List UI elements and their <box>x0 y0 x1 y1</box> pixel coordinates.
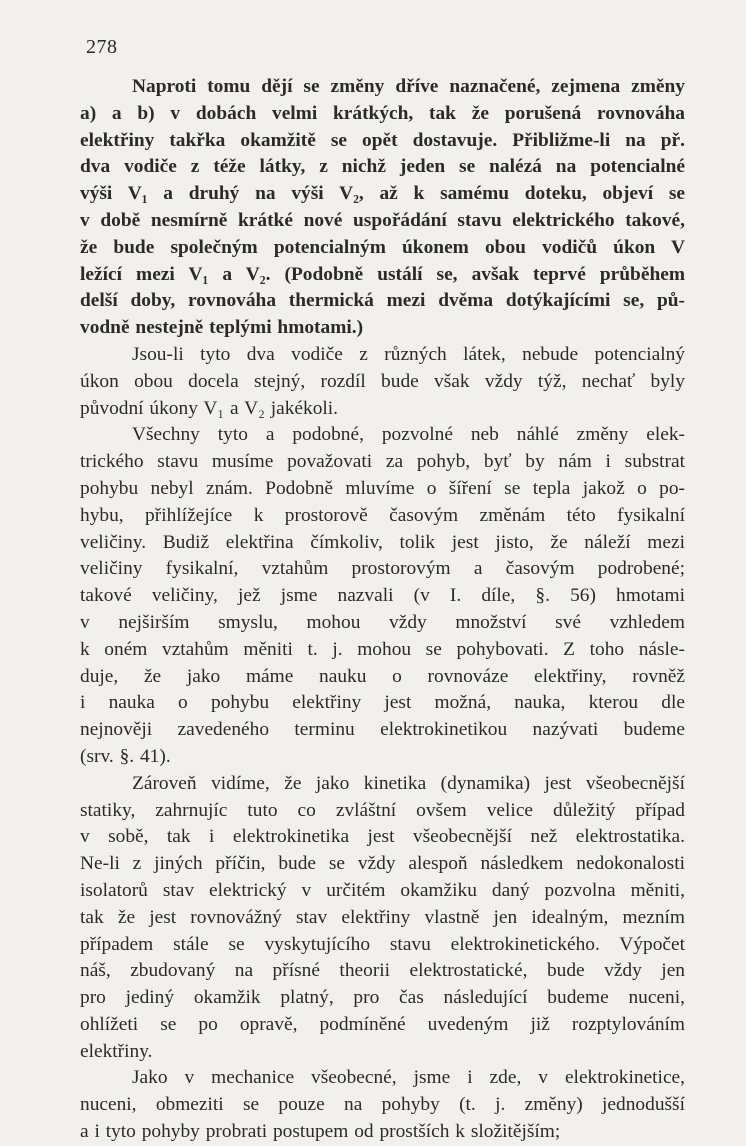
text-line: v nejširším smyslu, mohou vždy množství své vzhledem <box>80 611 685 633</box>
text-line: veličiny fysikalní, vztahům prostorovým a časovým podrobené; <box>80 558 685 580</box>
paragraph <box>80 342 685 422</box>
text-line: a i tyto pohyby probrati postupem od prostších k složitějším; <box>80 1121 561 1143</box>
text-line: elektřiny takřka okamžitě se opět dostavuje. Přibližme-li na př. <box>80 129 685 151</box>
text-line: původní úkony V₁ a V₂ jakékoli. <box>80 397 339 419</box>
paragraph <box>80 422 685 770</box>
text-line: delší doby, rovnováha thermická mezi dvěma dotýkajícími se, pů- <box>80 290 685 312</box>
text-line: pohybu nebyl znám. Podobně mluvíme o šíření se tepla jakož o po- <box>80 477 685 499</box>
text-line: isolatorů stav elektrický v určitém okamžiku daný pozvolna měniti, <box>80 879 685 901</box>
text-line: ohlížeti se po opravě, podmíněné uvedeným již rozptylováním <box>80 1013 685 1035</box>
paragraph <box>80 74 685 342</box>
text-line: i nauka o pohybu elektřiny jest možná, nauka, kterou dle <box>80 692 685 714</box>
text-line: duje, že jako máme nauku o rovnováze elektřiny, rovněž <box>80 665 685 687</box>
text-line: hybu, přihlížejíce k prostorově časovým změnám této fysikalní <box>80 504 685 526</box>
text-line: případem stále se vyskytujícího stavu elektrokinetického. Výpočet <box>80 933 685 955</box>
text-line: Všechny tyto a podobné, pozvolné neb náhlé změny elek- <box>132 424 685 446</box>
text-line: Jako v mechanice všeobecné, jsme i zde, v elektrokinetice, <box>132 1067 685 1089</box>
text-line: úkon obou docela stejný, rozdíl bude však vždy týž, nechať byly <box>80 370 685 392</box>
text-line: elektřiny. <box>80 1040 153 1062</box>
text-line: statiky, zahrnujíc tuto co zvláštní ovšem velice důležitý případ <box>80 799 685 821</box>
text-line: dva vodiče z téže látky, z nichž jeden se nalézá na potencialné <box>80 156 685 178</box>
text-line: Jsou-li tyto dva vodiče z různých látek, nebude potencialný <box>132 343 685 365</box>
text-line: ležící mezi V₁ a V₂. (Podobně ustálí se, avšak teprvé průběhem <box>80 263 685 285</box>
text-line: nejnověji zavedeného terminu elektrokinetikou nazývati budeme <box>80 719 685 741</box>
text-line: Ne-li z jiných příčin, bude se vždy alespoň následkem nedokonalosti <box>80 853 685 875</box>
text-line: trického stavu musíme považovati za pohyb, byť by nám i substrat <box>80 451 685 473</box>
paragraph <box>80 1065 685 1145</box>
text-line: nuceni, obmeziti se pouze na pohyby (t. j. změny) jednodušší <box>80 1094 685 1116</box>
page-number: 278 <box>86 36 118 58</box>
text-line: (srv. §. 41). <box>80 745 171 767</box>
text-line: v sobě, tak i elektrokinetika jest všeobecnější než elektrostatika. <box>80 826 685 848</box>
body-text <box>80 74 685 1146</box>
text-line: takové veličiny, jež jsme nazvali (v I. díle, §. 56) hmotami <box>80 585 685 607</box>
text-line: tak že jest rovnovážný stav elektřiny vlastně jen idealným, mezním <box>80 906 685 928</box>
text-line: Zároveň vidíme, že jako kinetika (dynamika) jest všeobecnější <box>132 772 685 794</box>
paragraph <box>80 771 685 1066</box>
text-line: náš, zbudovaný na přísné theorii elektrostatické, bude vždy jen <box>80 960 685 982</box>
text-line: v době nesmírně krátké nové uspořádání stavu elektrického takové, <box>80 209 685 231</box>
text-line: vodně nestejně teplými hmotami.) <box>80 317 364 339</box>
text-line: a) a b) v dobách velmi krátkých, tak že porušená rovnováha <box>80 102 685 124</box>
text-line: výši V₁ a druhý na výši V₂, až k samému doteku, objeví se <box>80 183 685 205</box>
text-line: že bude společným potencialným úkonem obou vodičů úkon V <box>80 236 685 258</box>
text-line: k oném vztahům měniti t. j. mohou se pohybovati. Z toho násle- <box>80 638 685 660</box>
text-line: Naproti tomu dějí se změny dříve naznačené, zejmena změny <box>132 76 685 97</box>
text-line: pro jediný okamžik platný, pro čas následující budeme nuceni, <box>80 987 685 1009</box>
text-line: veličiny. Budiž elektřina čímkoliv, tolik jest jisto, že náleží mezi <box>80 531 685 553</box>
